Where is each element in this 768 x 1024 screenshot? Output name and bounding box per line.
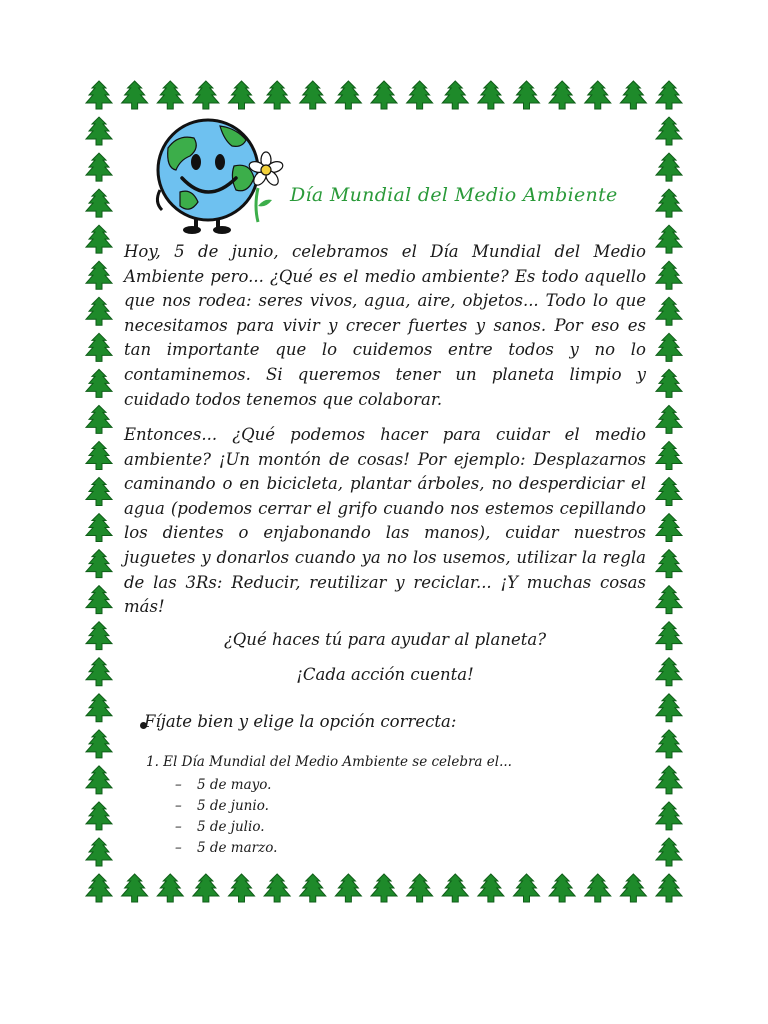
- pine-tree-icon: [86, 802, 112, 830]
- pine-tree-icon: [86, 369, 112, 397]
- pine-tree-icon: [86, 225, 112, 253]
- pine-tree-icon: [656, 153, 682, 181]
- pine-tree-icon: [335, 81, 361, 109]
- paragraph-intro: Hoy, 5 de junio, celebramos el Día Mundial del Medio Ambiente pero... ¿Qué es el medio ambiente? Es todo aquello que nos rodea: seres vivos, agua, aire, objetos... Todo lo que necesitamos para vivir y crecer fuertes y sanos. Por eso es tan importante que lo cuidemos entre todos y no lo contaminemos. Si queremos tener un planeta limpio y cuidado todos tenemos que colaborar.: [124, 242, 646, 409]
- answer-options: [175, 775, 277, 859]
- pine-tree-icon: [656, 550, 682, 578]
- pine-tree-icon: [86, 478, 112, 506]
- pine-tree-icon: [407, 874, 433, 902]
- paragraph-actions: Entonces... ¿Qué podemos hacer para cuidar el medio ambiente? ¡Un montón de cosas! Por ejemplo: Desplazarnos caminando o en bicicleta, plantar árboles, no desperdiciar el agua (podemos cerrar el grifo cuando nos estemos cepillando los dientes o enjabonando las manos), cuidar nuestros juguetes y donarlos cuando ya no los usemos, utilizar la regla de las 3Rs: Reducir, reutilizar y reciclar... ¡Y muchas cosas más!: [124, 425, 646, 617]
- pine-tree-icon: [86, 261, 112, 289]
- pine-tree-icon: [157, 874, 183, 902]
- pine-tree-icon: [442, 81, 468, 109]
- pine-tree-icon: [264, 81, 290, 109]
- pine-tree-icon: [264, 874, 290, 902]
- pine-tree-icon: [86, 874, 112, 902]
- pine-tree-icon: [656, 478, 682, 506]
- pine-tree-icon: [335, 874, 361, 902]
- exercise-instruction: Fíjate bien y elige la opción correcta:: [144, 712, 457, 731]
- answer-option-label: 5 de marzo.: [197, 840, 278, 856]
- pine-tree-icon: [300, 81, 326, 109]
- pine-tree-icon: [157, 81, 183, 109]
- pine-tree-icon: [407, 81, 433, 109]
- pine-tree-icon: [122, 81, 148, 109]
- pine-tree-icon: [656, 189, 682, 217]
- pine-tree-icon: [371, 81, 397, 109]
- pine-tree-icon: [86, 297, 112, 325]
- answer-option-label: 5 de mayo.: [197, 777, 272, 793]
- pine-tree-icon: [656, 225, 682, 253]
- pine-tree-icon: [656, 333, 682, 361]
- pine-tree-icon: [86, 117, 112, 145]
- pine-tree-icon: [86, 730, 112, 758]
- pine-tree-icon: [656, 766, 682, 794]
- answer-option-label: 5 de julio.: [197, 819, 265, 835]
- answer-option[interactable]: – 5 de mayo.: [175, 777, 272, 793]
- exercise-question: 1. El Día Mundial del Medio Ambiente se celebra el...: [146, 754, 512, 770]
- pine-tree-icon: [478, 874, 504, 902]
- pine-tree-icon: [229, 874, 255, 902]
- page-title: Día Mundial del Medio Ambiente: [290, 184, 618, 206]
- pine-tree-icon: [86, 405, 112, 433]
- pine-tree-icon: [86, 838, 112, 866]
- pine-tree-icon: [656, 658, 682, 686]
- pine-tree-icon: [585, 81, 611, 109]
- pine-tree-icon: [656, 874, 682, 902]
- pine-tree-icon: [86, 766, 112, 794]
- pine-tree-icon: [86, 586, 112, 614]
- pine-tree-icon: [656, 261, 682, 289]
- pine-tree-icon: [585, 874, 611, 902]
- answer-option[interactable]: – 5 de junio.: [175, 798, 269, 814]
- pine-tree-icon: [656, 586, 682, 614]
- pine-tree-icon: [656, 369, 682, 397]
- pine-tree-icon: [656, 802, 682, 830]
- pine-tree-icon: [656, 117, 682, 145]
- question-line: ¿Qué haces tú para ayudar al planeta?: [223, 630, 547, 649]
- pine-tree-icon: [549, 874, 575, 902]
- pine-tree-icon: [656, 838, 682, 866]
- pine-tree-icon: [656, 514, 682, 542]
- motto-line: ¡Cada acción cuenta!: [296, 665, 474, 684]
- pine-tree-icon: [86, 514, 112, 542]
- pine-tree-icon: [371, 874, 397, 902]
- pine-tree-icon: [86, 81, 112, 109]
- smiling-earth-icon: [150, 118, 290, 236]
- pine-tree-icon: [656, 405, 682, 433]
- pine-tree-icon: [122, 874, 148, 902]
- answer-option[interactable]: – 5 de julio.: [175, 819, 265, 835]
- answer-option[interactable]: – 5 de marzo.: [175, 840, 278, 856]
- pine-tree-icon: [193, 874, 219, 902]
- pine-tree-icon: [620, 874, 646, 902]
- pine-tree-icon: [442, 874, 468, 902]
- pine-tree-icon: [86, 153, 112, 181]
- answer-option-label: 5 de junio.: [197, 798, 269, 814]
- pine-tree-icon: [86, 694, 112, 722]
- pine-tree-icon: [86, 622, 112, 650]
- pine-tree-icon: [656, 297, 682, 325]
- pine-tree-icon: [656, 694, 682, 722]
- pine-tree-icon: [86, 441, 112, 469]
- pine-tree-icon: [193, 81, 219, 109]
- pine-tree-icon: [514, 874, 540, 902]
- pine-tree-icon: [86, 550, 112, 578]
- pine-tree-icon: [300, 874, 326, 902]
- pine-tree-icon: [656, 81, 682, 109]
- pine-tree-icon: [656, 622, 682, 650]
- pine-tree-icon: [656, 441, 682, 469]
- pine-tree-icon: [656, 730, 682, 758]
- pine-tree-icon: [86, 189, 112, 217]
- pine-tree-icon: [549, 81, 575, 109]
- pine-tree-icon: [229, 81, 255, 109]
- pine-tree-icon: [478, 81, 504, 109]
- pine-tree-icon: [86, 333, 112, 361]
- pine-tree-icon: [620, 81, 646, 109]
- pine-tree-icon: [86, 658, 112, 686]
- pine-tree-icon: [514, 81, 540, 109]
